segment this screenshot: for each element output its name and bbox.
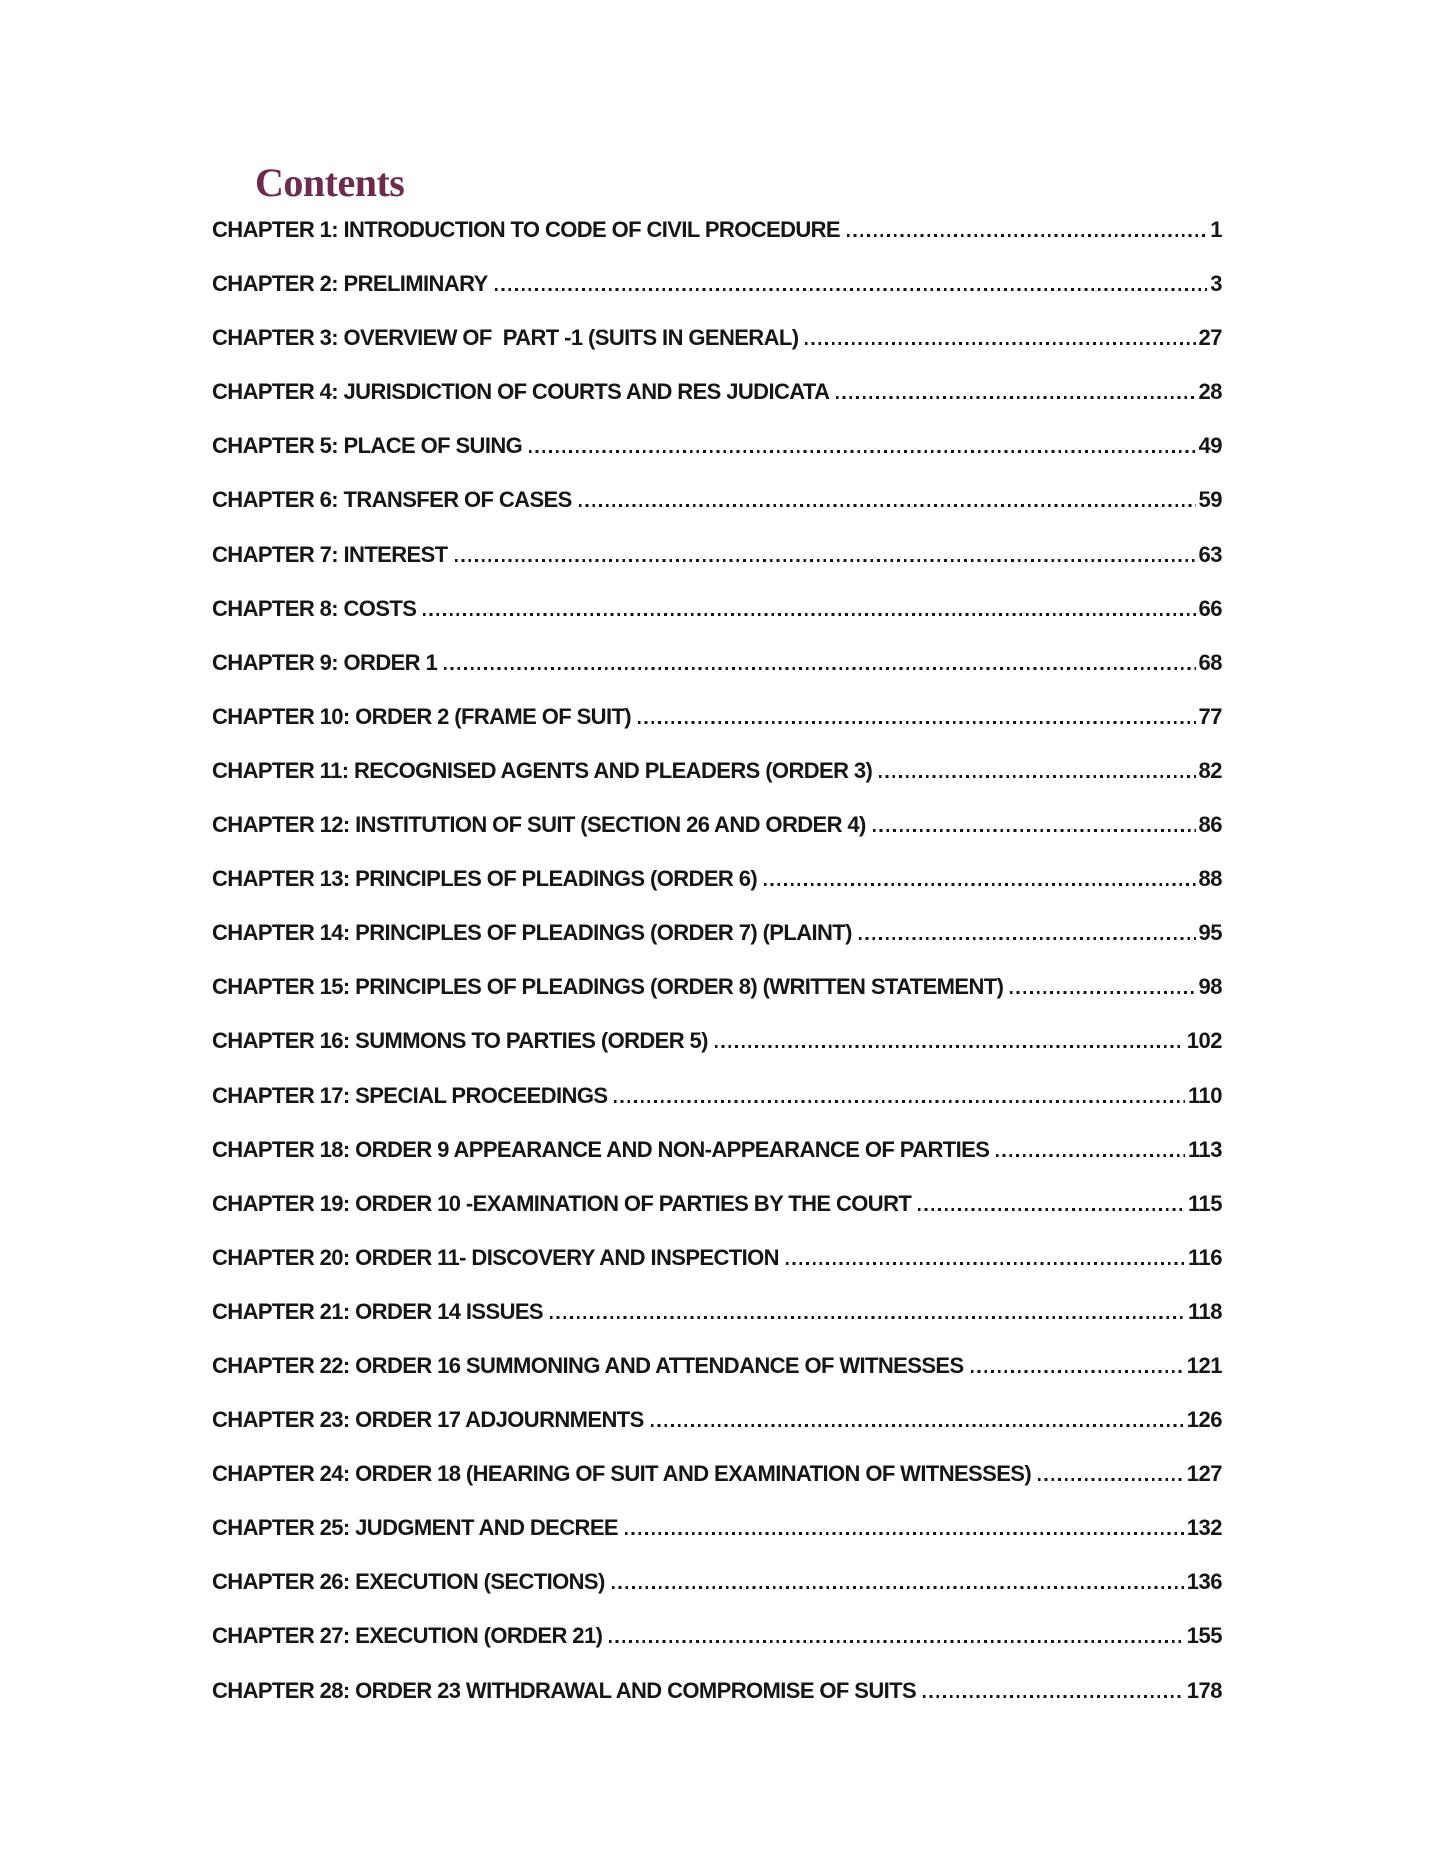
toc-entry[interactable] bbox=[212, 852, 1222, 906]
toc-entry-title: CHAPTER 7: INTEREST bbox=[212, 541, 448, 567]
table-of-contents bbox=[212, 203, 1222, 1718]
toc-entry[interactable] bbox=[212, 473, 1222, 527]
dot-leader bbox=[612, 1586, 1184, 1589]
dot-leader bbox=[923, 1695, 1184, 1698]
toc-entry-title: CHAPTER 21: ORDER 14 ISSUES bbox=[212, 1298, 543, 1324]
toc-entry-title: CHAPTER 8: COSTS bbox=[212, 595, 417, 621]
dot-leader bbox=[495, 288, 1208, 291]
dot-leader bbox=[625, 1532, 1184, 1535]
toc-entry[interactable] bbox=[212, 1069, 1222, 1123]
toc-entry[interactable] bbox=[212, 1555, 1222, 1609]
toc-entry[interactable] bbox=[212, 203, 1222, 257]
toc-entry[interactable] bbox=[212, 582, 1222, 636]
toc-entry-title: CHAPTER 18: ORDER 9 APPEARANCE AND NON-APPEARANCE OF PARTIES bbox=[212, 1136, 990, 1162]
toc-entry-page-number: 63 bbox=[1198, 541, 1222, 567]
toc-entry[interactable] bbox=[212, 1285, 1222, 1339]
dot-leader bbox=[455, 559, 1196, 562]
dot-leader bbox=[786, 1262, 1185, 1265]
dot-leader bbox=[715, 1045, 1184, 1048]
dot-leader bbox=[873, 829, 1196, 832]
toc-entry-page-number: 49 bbox=[1198, 433, 1222, 459]
toc-entry-title: CHAPTER 15: PRINCIPLES OF PLEADINGS (ORDER 8) (WRITTEN STATEMENT) bbox=[212, 974, 1004, 1000]
toc-entry-page-number: 136 bbox=[1186, 1569, 1222, 1595]
toc-entry[interactable] bbox=[212, 690, 1222, 744]
dot-leader bbox=[879, 775, 1195, 778]
toc-entry-page-number: 88 bbox=[1198, 866, 1222, 892]
toc-entry-page-number: 127 bbox=[1186, 1461, 1222, 1487]
toc-entry-title: CHAPTER 14: PRINCIPLES OF PLEADINGS (ORDER 7) (PLAINT) bbox=[212, 920, 852, 946]
toc-entry[interactable] bbox=[212, 1014, 1222, 1068]
toc-entry-page-number: 28 bbox=[1198, 379, 1222, 405]
toc-entry-page-number: 66 bbox=[1198, 595, 1222, 621]
dot-leader bbox=[836, 396, 1195, 399]
dot-leader bbox=[1038, 1478, 1184, 1481]
toc-entry-title: CHAPTER 1: INTRODUCTION TO CODE OF CIVIL PROCEDURE bbox=[212, 217, 841, 242]
toc-entry[interactable] bbox=[212, 798, 1222, 852]
dot-leader bbox=[609, 1640, 1183, 1643]
dot-leader bbox=[859, 937, 1196, 940]
toc-entry-page-number: 82 bbox=[1198, 757, 1222, 783]
toc-entry-page-number: 77 bbox=[1198, 703, 1222, 729]
toc-entry-page-number: 59 bbox=[1198, 487, 1222, 513]
toc-entry-title: CHAPTER 6: TRANSFER OF CASES bbox=[212, 487, 572, 513]
toc-entry-title: CHAPTER 5: PLACE OF SUING bbox=[212, 433, 523, 459]
dot-leader bbox=[1010, 991, 1195, 994]
toc-entry-page-number: 3 bbox=[1210, 271, 1222, 297]
toc-entry-page-number: 110 bbox=[1188, 1082, 1222, 1108]
dot-leader bbox=[996, 1154, 1185, 1157]
dot-leader bbox=[529, 450, 1195, 453]
toc-entry-page-number: 115 bbox=[1188, 1190, 1222, 1216]
toc-entry-page-number: 118 bbox=[1188, 1298, 1222, 1324]
toc-entry-page-number: 1 bbox=[1210, 217, 1222, 242]
dot-leader bbox=[805, 342, 1195, 345]
dot-leader bbox=[579, 504, 1196, 507]
toc-entry-title: CHAPTER 12: INSTITUTION OF SUIT (SECTION 26 AND ORDER 4) bbox=[212, 812, 866, 838]
dot-leader bbox=[423, 613, 1195, 616]
toc-entry-page-number: 155 bbox=[1186, 1623, 1222, 1649]
dot-leader bbox=[651, 1424, 1184, 1427]
toc-entry[interactable] bbox=[212, 1123, 1222, 1177]
toc-entry-title: CHAPTER 28: ORDER 23 WITHDRAWAL AND COMPROMISE OF SUITS bbox=[212, 1677, 917, 1703]
toc-entry-title: CHAPTER 4: JURISDICTION OF COURTS AND RES JUDICATA bbox=[212, 379, 830, 405]
toc-entry-title: CHAPTER 3: OVERVIEW OF PART -1 (SUITS IN GENERAL) bbox=[212, 325, 799, 351]
toc-entry-title: CHAPTER 26: EXECUTION (SECTIONS) bbox=[212, 1569, 605, 1595]
toc-entry-title: CHAPTER 22: ORDER 16 SUMMONING AND ATTENDANCE OF WITNESSES bbox=[212, 1352, 964, 1378]
toc-entry-title: CHAPTER 10: ORDER 2 (FRAME OF SUIT) bbox=[212, 703, 632, 729]
dot-leader bbox=[764, 883, 1195, 886]
toc-entry-title: CHAPTER 23: ORDER 17 ADJOURNMENTS bbox=[212, 1407, 644, 1433]
dot-leader bbox=[444, 667, 1195, 670]
toc-entry[interactable] bbox=[212, 419, 1222, 473]
dot-leader bbox=[638, 721, 1195, 724]
dot-leader bbox=[847, 234, 1207, 237]
toc-entry[interactable] bbox=[212, 311, 1222, 365]
toc-entry[interactable] bbox=[212, 1177, 1222, 1231]
toc-entry-title: CHAPTER 20: ORDER 11- DISCOVERY AND INSPECTION bbox=[212, 1244, 779, 1270]
toc-entry[interactable] bbox=[212, 636, 1222, 690]
toc-entry[interactable] bbox=[212, 960, 1222, 1014]
toc-entry[interactable] bbox=[212, 1339, 1222, 1393]
toc-entry-title: CHAPTER 13: PRINCIPLES OF PLEADINGS (ORDER 6) bbox=[212, 866, 758, 892]
toc-entry-page-number: 116 bbox=[1188, 1244, 1222, 1270]
dot-leader bbox=[614, 1100, 1185, 1103]
toc-entry-title: CHAPTER 16: SUMMONS TO PARTIES (ORDER 5) bbox=[212, 1028, 708, 1054]
toc-entry-page-number: 27 bbox=[1198, 325, 1222, 351]
toc-entry-page-number: 98 bbox=[1198, 974, 1222, 1000]
dot-leader bbox=[971, 1370, 1184, 1373]
toc-entry-page-number: 113 bbox=[1188, 1136, 1222, 1162]
toc-entry-page-number: 121 bbox=[1186, 1352, 1222, 1378]
toc-entry-page-number: 102 bbox=[1186, 1028, 1222, 1054]
toc-entry-title: CHAPTER 2: PRELIMINARY bbox=[212, 271, 488, 297]
toc-entry[interactable] bbox=[212, 1664, 1222, 1718]
toc-entry-title: CHAPTER 11: RECOGNISED AGENTS AND PLEADERS (ORDER 3) bbox=[212, 757, 873, 783]
toc-entry[interactable] bbox=[212, 1501, 1222, 1555]
toc-entry-page-number: 132 bbox=[1186, 1515, 1222, 1541]
toc-entry-title: CHAPTER 17: SPECIAL PROCEEDINGS bbox=[212, 1082, 608, 1108]
toc-entry[interactable] bbox=[212, 906, 1222, 960]
toc-entry[interactable] bbox=[212, 1609, 1222, 1663]
dot-leader bbox=[918, 1208, 1185, 1211]
toc-entry-title: CHAPTER 9: ORDER 1 bbox=[212, 649, 438, 675]
toc-entry-title: CHAPTER 25: JUDGMENT AND DECREE bbox=[212, 1515, 618, 1541]
toc-entry[interactable] bbox=[212, 744, 1222, 798]
toc-entry-page-number: 68 bbox=[1198, 649, 1222, 675]
dot-leader bbox=[550, 1316, 1185, 1319]
toc-entry[interactable] bbox=[212, 1447, 1222, 1501]
toc-entry[interactable] bbox=[212, 528, 1222, 582]
toc-entry-page-number: 178 bbox=[1186, 1677, 1222, 1703]
toc-entry-page-number: 126 bbox=[1186, 1407, 1222, 1433]
toc-entry[interactable] bbox=[212, 365, 1222, 419]
contents-heading: Contents bbox=[255, 160, 405, 205]
toc-entry-title: CHAPTER 19: ORDER 10 -EXAMINATION OF PARTIES BY THE COURT bbox=[212, 1190, 912, 1216]
toc-entry-page-number: 95 bbox=[1198, 920, 1222, 946]
toc-entry[interactable] bbox=[212, 257, 1222, 311]
toc-entry-title: CHAPTER 24: ORDER 18 (HEARING OF SUIT AND EXAMINATION OF WITNESSES) bbox=[212, 1461, 1032, 1487]
toc-entry-page-number: 86 bbox=[1198, 812, 1222, 838]
toc-entry-title: CHAPTER 27: EXECUTION (ORDER 21) bbox=[212, 1623, 603, 1649]
toc-entry[interactable] bbox=[212, 1393, 1222, 1447]
toc-entry[interactable] bbox=[212, 1231, 1222, 1285]
